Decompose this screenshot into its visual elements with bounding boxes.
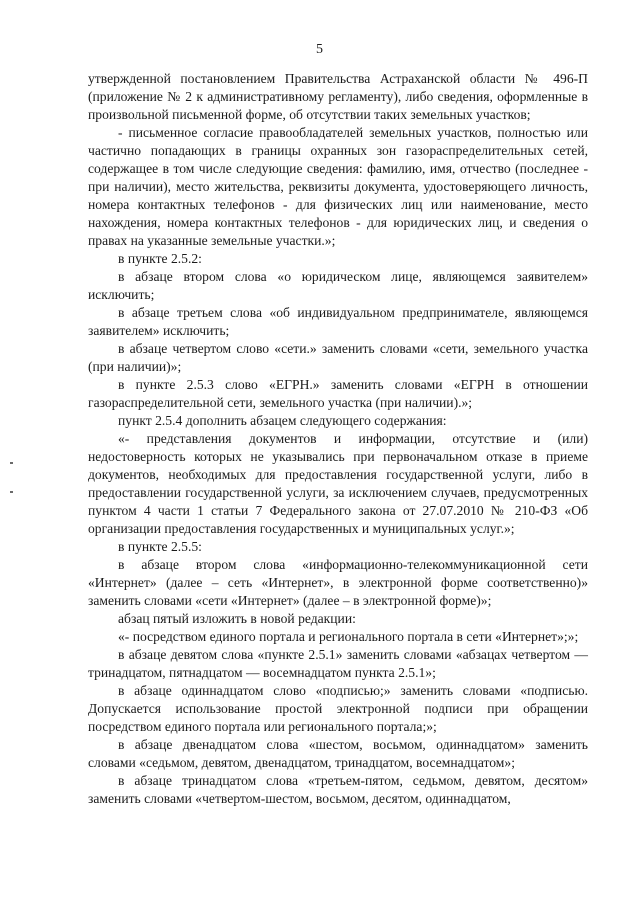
paragraph-3: в пункте 2.5.2: <box>118 251 202 266</box>
scan-mark <box>10 491 13 493</box>
paragraph-7: в пункте 2.5.3 слово «ЕГРН.» заменить словами «ЕГРН в отношении газораспределительной сети, земельного участка (при наличии).»; <box>88 377 588 410</box>
paragraph-5: в абзаце третьем слова «об индивидуальном предпринимателе, являющемся заявителем» исключить; <box>88 305 588 338</box>
paragraph-12: абзац пятый изложить в новой редакции: <box>118 611 356 626</box>
paragraph-2: - письменное согласие правообладателей земельных участков, полностью или частично попадающих в границы охранных зон газораспределительных сетей, содержащее в том числе следующие сведения: фамилию, имя, отчество (последнее - при наличии), место жительства, реквизиты документа, удостоверяющего личность, номера контактных телефонов - для физических лиц или наименование, место нахождения, номера контактных телефонов - для юридических лиц, и сведения о правах на указанные земельные участки.»; <box>88 125 588 248</box>
paragraph-13: «- посредством единого портала и регионального портала в сети «Интернет»;»; <box>118 629 579 644</box>
paragraph-1: утвержденной постановлением Правительства Астраханской области № 496-П (приложение № 2 к административному регламенту), либо сведения, оформленные в произвольной письменной форме, об отсутствии таких земельных участков; <box>88 71 588 122</box>
paragraph-9: «- представления документов и информации, отсутствие и (или) недостоверность которых не указывались при первоначальном отказе в приеме документов, необходимых для предоставления государственной услуги, либо в предоставлении государственной услуги, за исключением случаев, предусмотренных пунктом 4 части 1 статьи 7 Федерального закона от 27.07.2010 № 210-ФЗ «Об организации предоставления государственных и муниципальных услуг.»; <box>88 431 588 536</box>
scan-mark <box>10 462 13 464</box>
paragraph-4: в абзаце втором слова «о юридическом лице, являющемся заявителем» исключить; <box>88 269 588 302</box>
paragraph-14: в абзаце девятом слова «пункте 2.5.1» заменить словами «абзацах четвертом — тринадцатом, пятнадцатом — восемнадцатом пункта 2.5.1»; <box>88 647 588 680</box>
paragraph-11: в абзаце втором слова «информационно-телекоммуникационной сети «Интернет» (далее – сеть «Интернет», в электронной форме соответственно)» заменить словами «сети «Интернет» (далее – в электронной форме)»; <box>88 557 588 608</box>
document-body <box>88 70 588 808</box>
paragraph-17: в абзаце тринадцатом слова «третьем-пятом, седьмом, девятом, десятом» заменить словами «четвертом-шестом, восьмом, десятом, одиннадцатом, <box>88 773 588 806</box>
page-number: 5 <box>316 42 323 57</box>
paragraph-15: в абзаце одиннадцатом слово «подписью;» заменить словами «подписью. Допускается использование простой электронной подписи при обращении посредством единого портала или регионального портала;»; <box>88 683 588 734</box>
paragraph-8: пункт 2.5.4 дополнить абзацем следующего содержания: <box>118 413 447 428</box>
paragraph-16: в абзаце двенадцатом слова «шестом, восьмом, одиннадцатом» заменить словами «седьмом, девятом, двенадцатом, тринадцатом, восемнадцатом»; <box>88 737 588 770</box>
paragraph-6: в абзаце четвертом слово «сети.» заменить словами «сети, земельного участка (при наличии)»; <box>88 341 588 374</box>
paragraph-10: в пункте 2.5.5: <box>118 539 202 554</box>
